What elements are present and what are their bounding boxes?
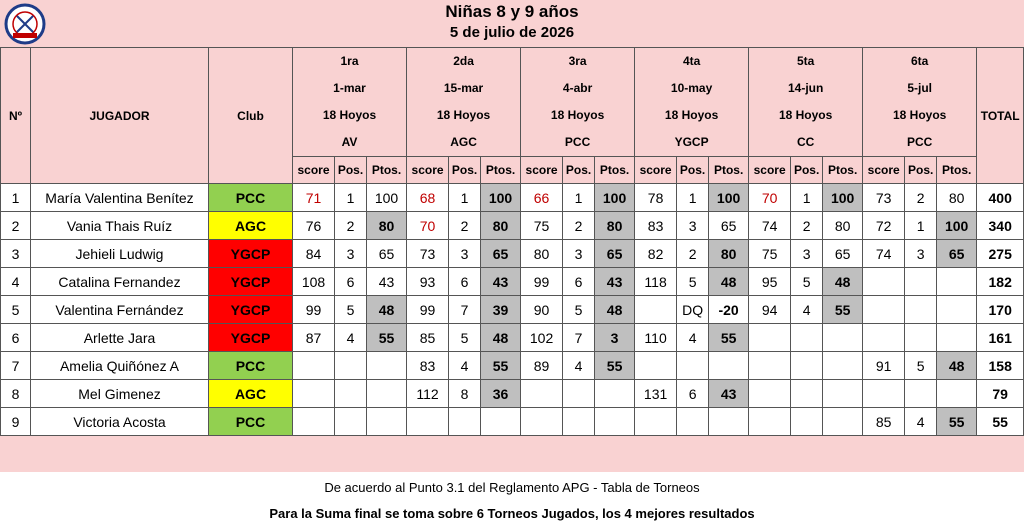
score-cell (635, 296, 677, 324)
pts-column-header: Ptos. (481, 157, 521, 184)
score-cell: 76 (293, 212, 335, 240)
tournament-venue: AV (341, 135, 358, 149)
position-cell: 4 (905, 408, 937, 436)
points-cell: 100 (823, 184, 863, 212)
score-cell: 118 (635, 268, 677, 296)
position-cell: 2 (449, 212, 481, 240)
page-date: 5 de julio de 2026 (449, 24, 575, 41)
score-cell: 70 (407, 212, 449, 240)
total-header: TOTAL (977, 48, 1024, 184)
position-cell (791, 408, 823, 436)
points-cell (595, 408, 635, 436)
position-cell: 5 (335, 296, 367, 324)
table-row (1, 296, 1024, 324)
score-cell: 87 (293, 324, 335, 352)
tournament-round: 4ta (682, 54, 701, 68)
points-cell (937, 296, 977, 324)
position-cell: 1 (791, 184, 823, 212)
points-cell: 80 (709, 240, 749, 268)
position-cell (905, 268, 937, 296)
pts-column-header: Ptos. (937, 157, 977, 184)
player-club: YGCP (209, 240, 293, 268)
player-name: María Valentina Benítez (31, 184, 209, 212)
position-cell: 2 (677, 240, 709, 268)
score-column-header: score (635, 157, 677, 184)
score-cell: 95 (749, 268, 791, 296)
points-cell (823, 408, 863, 436)
player-name: Jehieli Ludwig (31, 240, 209, 268)
table-row (1, 352, 1024, 380)
player-name: Arlette Jara (31, 324, 209, 352)
points-cell: 48 (595, 296, 635, 324)
points-cell (823, 352, 863, 380)
player-name: Valentina Fernández (31, 296, 209, 324)
pos-column-header: Pos. (791, 157, 823, 184)
score-column-header: score (863, 157, 905, 184)
table-row (1, 324, 1024, 352)
position-cell: 1 (905, 212, 937, 240)
score-cell: 78 (635, 184, 677, 212)
score-cell (635, 408, 677, 436)
player-club: AGC (209, 380, 293, 408)
points-cell: 100 (367, 184, 407, 212)
score-cell (293, 352, 335, 380)
total-cell: 400 (977, 184, 1024, 212)
table-row (1, 212, 1024, 240)
pos-column-header: Pos. (677, 157, 709, 184)
points-cell: 43 (481, 268, 521, 296)
tournament-date: 4-abr (562, 81, 593, 95)
points-cell: 65 (367, 240, 407, 268)
points-cell: 48 (709, 268, 749, 296)
player-name: Vania Thais Ruíz (31, 212, 209, 240)
points-cell (823, 324, 863, 352)
score-cell: 112 (407, 380, 449, 408)
tournament-round: 1ra (340, 54, 359, 68)
tournament-holes: 18 Hoyos (436, 108, 491, 122)
position-cell: 1 (335, 184, 367, 212)
position-cell: 3 (677, 212, 709, 240)
points-cell (367, 408, 407, 436)
position-cell: 3 (449, 240, 481, 268)
points-cell: 48 (937, 352, 977, 380)
points-cell: 80 (367, 212, 407, 240)
score-cell: 80 (521, 240, 563, 268)
position-cell: 2 (563, 212, 595, 240)
tournament-header (749, 48, 863, 157)
tournament-venue: YGCP (674, 135, 709, 149)
player-club: AGC (209, 212, 293, 240)
position-cell (449, 408, 481, 436)
score-cell: 84 (293, 240, 335, 268)
points-cell: 43 (367, 268, 407, 296)
score-cell (863, 380, 905, 408)
score-cell: 90 (521, 296, 563, 324)
position-cell: 4 (563, 352, 595, 380)
points-cell: 65 (709, 212, 749, 240)
points-cell: 48 (823, 268, 863, 296)
player-header: JUGADOR (31, 48, 209, 184)
points-cell: 65 (595, 240, 635, 268)
position-cell: 4 (791, 296, 823, 324)
tournament-date: 14-jun (787, 81, 824, 95)
tournament-round: 5ta (796, 54, 815, 68)
position-cell: 7 (449, 296, 481, 324)
points-cell: 80 (937, 184, 977, 212)
points-cell: 55 (709, 324, 749, 352)
player-number: 1 (1, 184, 31, 212)
points-cell: 80 (823, 212, 863, 240)
table-body (1, 184, 1024, 436)
points-cell (709, 352, 749, 380)
total-cell: 275 (977, 240, 1024, 268)
position-cell: 8 (449, 380, 481, 408)
score-cell: 94 (749, 296, 791, 324)
player-name: Amelia Quiñónez A (31, 352, 209, 380)
tournament-date: 10-may (670, 81, 713, 95)
score-cell (635, 352, 677, 380)
score-cell: 91 (863, 352, 905, 380)
table-row (1, 408, 1024, 436)
position-cell (791, 324, 823, 352)
score-cell: 99 (521, 268, 563, 296)
score-cell: 75 (749, 240, 791, 268)
tournament-holes: 18 Hoyos (892, 108, 947, 122)
score-cell: 89 (521, 352, 563, 380)
tournament-round: 6ta (911, 54, 929, 68)
score-cell: 131 (635, 380, 677, 408)
tournament-holes: 18 Hoyos (664, 108, 719, 122)
position-cell: 6 (677, 380, 709, 408)
score-column-header: score (521, 157, 563, 184)
player-number: 6 (1, 324, 31, 352)
num-header: Nº (1, 48, 31, 184)
points-cell (709, 408, 749, 436)
tournament-holes: 18 Hoyos (778, 108, 833, 122)
total-cell: 170 (977, 296, 1024, 324)
player-name: Catalina Fernandez (31, 268, 209, 296)
position-cell (335, 352, 367, 380)
score-cell: 93 (407, 268, 449, 296)
points-cell: 48 (367, 296, 407, 324)
score-cell: 66 (521, 184, 563, 212)
position-cell: 5 (449, 324, 481, 352)
points-cell: 65 (481, 240, 521, 268)
position-cell: 5 (791, 268, 823, 296)
position-cell: 3 (335, 240, 367, 268)
score-cell (293, 380, 335, 408)
points-cell (367, 380, 407, 408)
position-cell: 3 (563, 240, 595, 268)
tournament-header (293, 48, 407, 157)
points-cell (367, 352, 407, 380)
points-cell: 100 (481, 184, 521, 212)
points-cell (937, 268, 977, 296)
points-cell: 55 (481, 352, 521, 380)
club-header: Club (209, 48, 293, 184)
total-cell: 161 (977, 324, 1024, 352)
score-cell (863, 296, 905, 324)
total-cell: 158 (977, 352, 1024, 380)
points-cell: 65 (823, 240, 863, 268)
footer-note: De acuerdo al Punto 3.1 del Reglamento APG - Tabla de Torneos (324, 480, 700, 495)
position-cell: 5 (563, 296, 595, 324)
table-row (1, 240, 1024, 268)
position-cell (905, 296, 937, 324)
pos-column-header: Pos. (563, 157, 595, 184)
score-cell: 74 (749, 212, 791, 240)
position-cell: 4 (677, 324, 709, 352)
score-cell: 83 (635, 212, 677, 240)
points-cell: 100 (709, 184, 749, 212)
player-number: 3 (1, 240, 31, 268)
tournament-holes: 18 Hoyos (322, 108, 377, 122)
position-cell: 7 (563, 324, 595, 352)
score-cell: 108 (293, 268, 335, 296)
player-number: 8 (1, 380, 31, 408)
tournament-date: 15-mar (443, 81, 484, 95)
position-cell: 3 (791, 240, 823, 268)
position-cell: 5 (677, 268, 709, 296)
points-cell: 39 (481, 296, 521, 324)
pts-column-header: Ptos. (595, 157, 635, 184)
score-cell (293, 408, 335, 436)
tournament-round: 3ra (568, 54, 587, 68)
total-cell: 55 (977, 408, 1024, 436)
score-cell (863, 324, 905, 352)
points-cell (937, 380, 977, 408)
position-cell: 4 (449, 352, 481, 380)
points-cell: 80 (481, 212, 521, 240)
player-number: 4 (1, 268, 31, 296)
score-cell: 99 (407, 296, 449, 324)
pts-column-header: Ptos. (823, 157, 863, 184)
position-cell (677, 352, 709, 380)
ranking-table (0, 47, 1024, 436)
score-cell: 102 (521, 324, 563, 352)
score-cell: 110 (635, 324, 677, 352)
pos-column-header: Pos. (335, 157, 367, 184)
score-cell: 73 (863, 184, 905, 212)
pts-column-header: Ptos. (709, 157, 749, 184)
player-number: 9 (1, 408, 31, 436)
score-cell: 70 (749, 184, 791, 212)
score-cell: 75 (521, 212, 563, 240)
points-cell: -20 (709, 296, 749, 324)
footer-rule: Para la Suma final se toma sobre 6 Torneos Jugados, los 4 mejores resultados (269, 506, 755, 521)
position-cell: 1 (677, 184, 709, 212)
points-cell (595, 380, 635, 408)
tournament-round: 2da (453, 54, 474, 68)
points-cell (823, 380, 863, 408)
score-cell (749, 408, 791, 436)
score-column-header: score (407, 157, 449, 184)
score-column-header: score (749, 157, 791, 184)
tournament-date: 1-mar (333, 81, 366, 95)
pts-column-header: Ptos. (367, 157, 407, 184)
total-cell: 340 (977, 212, 1024, 240)
player-club: PCC (209, 352, 293, 380)
score-cell: 85 (863, 408, 905, 436)
points-cell (937, 324, 977, 352)
position-cell (905, 380, 937, 408)
header-row (1, 48, 1024, 157)
tournament-venue: PCC (564, 135, 591, 149)
score-cell: 82 (635, 240, 677, 268)
points-cell: 36 (481, 380, 521, 408)
points-cell: 43 (709, 380, 749, 408)
position-cell: 6 (335, 268, 367, 296)
tournament-venue: AGC (450, 135, 477, 149)
tournament-holes: 18 Hoyos (550, 108, 605, 122)
tournament-date: 5-jul (907, 81, 932, 95)
total-cell: 79 (977, 380, 1024, 408)
score-cell: 72 (863, 212, 905, 240)
position-cell: 4 (335, 324, 367, 352)
page-title: Niñas 8 y 9 años (445, 2, 579, 21)
score-cell: 73 (407, 240, 449, 268)
total-cell: 182 (977, 268, 1024, 296)
score-cell (749, 352, 791, 380)
position-cell (791, 380, 823, 408)
position-cell (335, 380, 367, 408)
score-cell (749, 324, 791, 352)
points-cell: 55 (367, 324, 407, 352)
player-club: PCC (209, 408, 293, 436)
player-club: PCC (209, 184, 293, 212)
position-cell (905, 324, 937, 352)
position-cell: 2 (335, 212, 367, 240)
score-cell (749, 380, 791, 408)
score-cell (521, 380, 563, 408)
position-cell: 6 (449, 268, 481, 296)
points-cell: 55 (823, 296, 863, 324)
player-number: 7 (1, 352, 31, 380)
position-cell: 2 (791, 212, 823, 240)
score-cell (521, 408, 563, 436)
player-club: YGCP (209, 296, 293, 324)
points-cell: 80 (595, 212, 635, 240)
tournament-header (635, 48, 749, 157)
position-cell: 1 (449, 184, 481, 212)
position-cell (563, 380, 595, 408)
position-cell: 5 (905, 352, 937, 380)
tournament-venue: CC (796, 135, 815, 149)
position-cell: 2 (905, 184, 937, 212)
table-row (1, 380, 1024, 408)
pos-column-header: Pos. (449, 157, 481, 184)
position-cell: DQ (677, 296, 709, 324)
points-cell: 43 (595, 268, 635, 296)
score-cell: 71 (293, 184, 335, 212)
position-cell: 6 (563, 268, 595, 296)
score-cell: 85 (407, 324, 449, 352)
tournament-header (407, 48, 521, 157)
player-name: Mel Gimenez (31, 380, 209, 408)
pos-column-header: Pos. (905, 157, 937, 184)
points-cell: 3 (595, 324, 635, 352)
points-cell: 55 (595, 352, 635, 380)
points-cell: 65 (937, 240, 977, 268)
score-cell (407, 408, 449, 436)
score-cell: 83 (407, 352, 449, 380)
player-club: YGCP (209, 324, 293, 352)
tournament-venue: PCC (907, 135, 933, 149)
score-cell: 99 (293, 296, 335, 324)
player-club: YGCP (209, 268, 293, 296)
position-cell (335, 408, 367, 436)
position-cell (563, 408, 595, 436)
points-cell: 100 (595, 184, 635, 212)
score-cell (863, 268, 905, 296)
score-cell: 74 (863, 240, 905, 268)
position-cell: 3 (905, 240, 937, 268)
score-cell: 68 (407, 184, 449, 212)
player-number: 5 (1, 296, 31, 324)
points-cell (481, 408, 521, 436)
points-cell: 55 (937, 408, 977, 436)
tournament-header (521, 48, 635, 157)
table-row (1, 268, 1024, 296)
position-cell: 1 (563, 184, 595, 212)
position-cell (677, 408, 709, 436)
player-number: 2 (1, 212, 31, 240)
points-cell: 48 (481, 324, 521, 352)
player-name: Victoria Acosta (31, 408, 209, 436)
tournament-header (863, 48, 977, 157)
score-column-header: score (293, 157, 335, 184)
position-cell (791, 352, 823, 380)
points-cell: 100 (937, 212, 977, 240)
table-row (1, 184, 1024, 212)
